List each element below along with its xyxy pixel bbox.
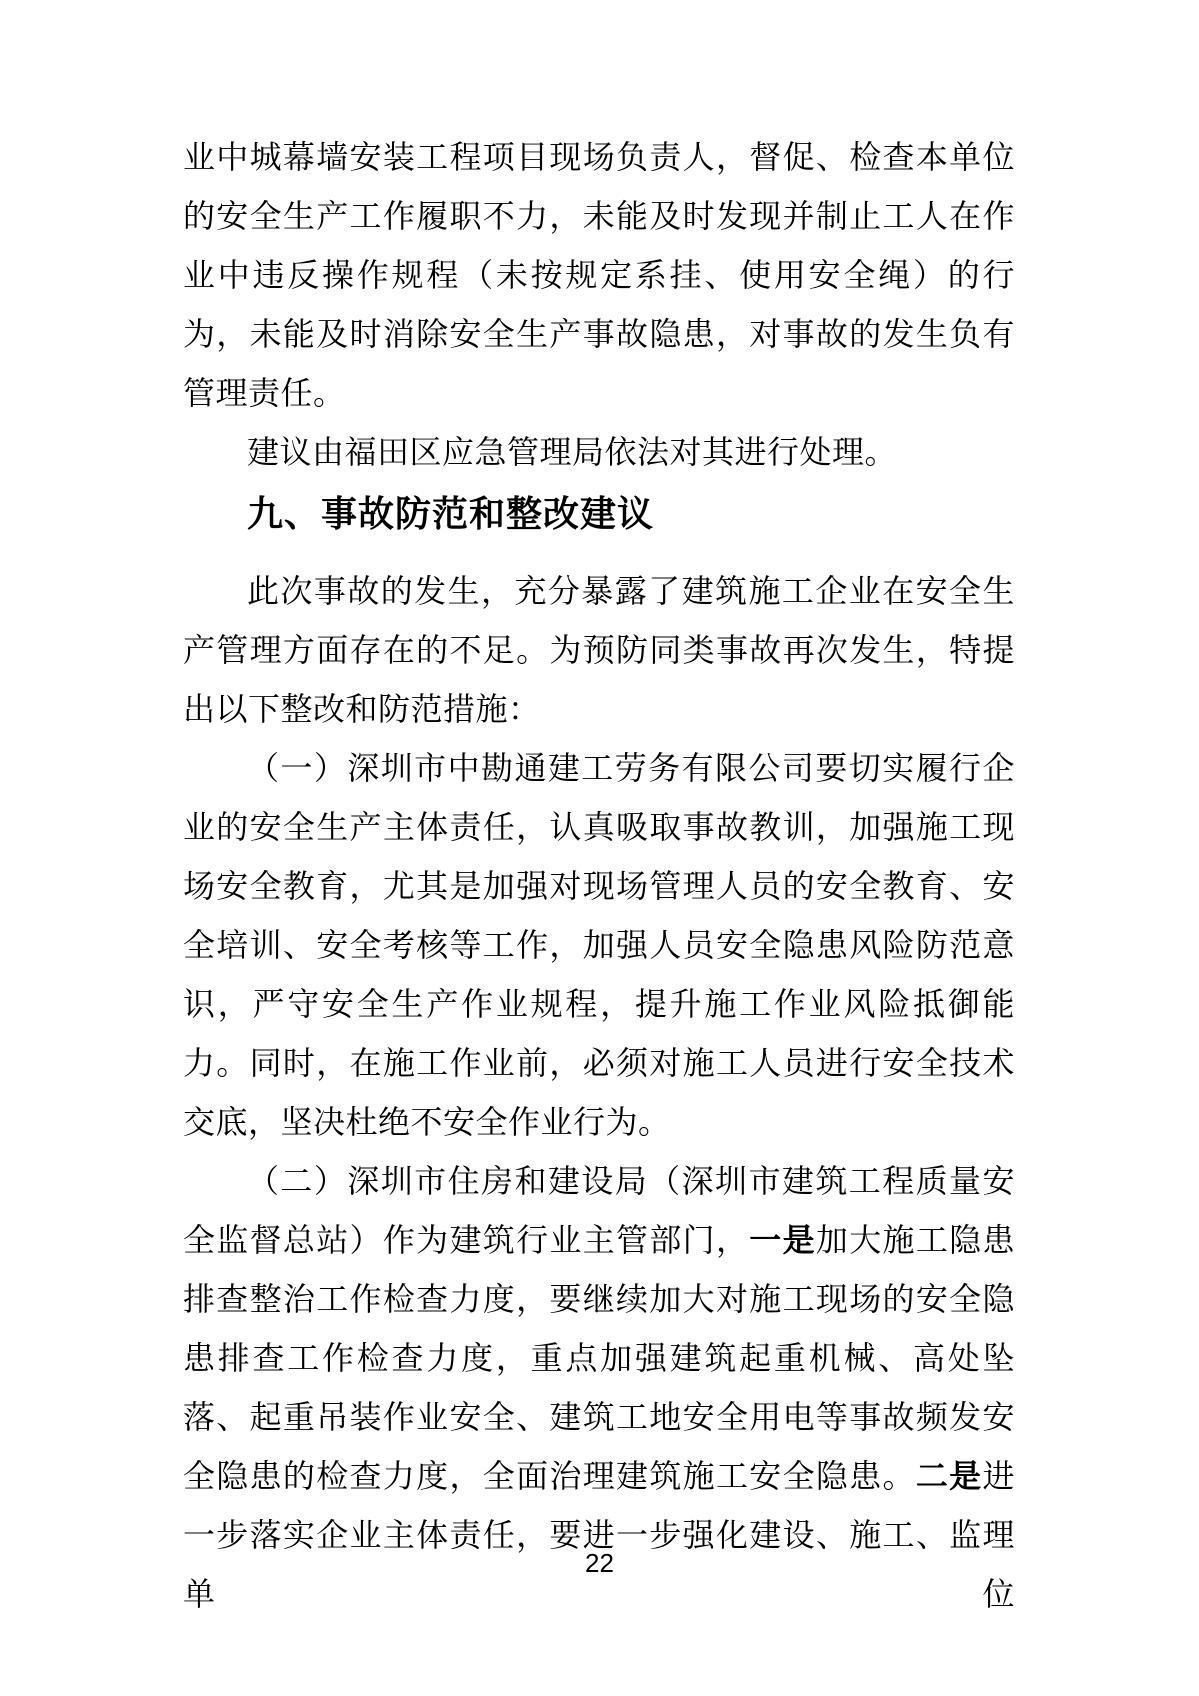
document-body bbox=[183, 128, 1015, 1624]
paragraph bbox=[183, 562, 1015, 739]
body-text: 业中城幕墙安装工程项目现场负责人，督促、检查本单位的安全生产工作履职不力，未能及时发现并制止工人在作业中违反操作规程（未按规定系挂、使用安全绳）的行为，未能及时消除安全生产事故隐患，对事故的发生负有管理责任。 bbox=[183, 139, 1015, 411]
bold-emphasis-text: 二是 bbox=[915, 1458, 983, 1494]
page-number: 22 bbox=[585, 1548, 614, 1578]
paragraph bbox=[183, 739, 1015, 1152]
body-text: （一）深圳市中勘通建工劳务有限公司要切实履行企业的安全生产主体责任，认真吸取事故教训，加强施工现场安全教育，尤其是加强对现场管理人员的安全教育、安全培训、安全考核等工作，加强人员安全隐患风险防范意识，严守安全生产作业规程，提升施工作业风险抵御能力。同时，在施工作业前，必须对施工人员进行安全技术交底，坚决杜绝不安全作业行为。 bbox=[183, 750, 1015, 1140]
body-text: 九、事故防范和整改建议 bbox=[247, 493, 655, 534]
body-text: 加大施工隐患排查整治工作检查力度，要继续加大对施工现场的安全隐患排查工作检查力度，重点加强建筑起重机械、高处坠落、起重吊装作业安全、建筑工地安全用电等事故频发安全隐患的检查力度，全面治理建筑施工安全隐患。 bbox=[183, 1222, 1015, 1494]
body-text: （二）深圳市住房和建设局（深圳市建筑工程质量安全监督总站）作为建筑行业主管部门， bbox=[183, 1163, 1015, 1258]
section-heading bbox=[183, 482, 1015, 546]
body-text: 进一步落实企业主体责任，要进一步强化建设、施工、监理单位 bbox=[183, 1458, 1015, 1612]
bold-emphasis-text: 一是 bbox=[749, 1222, 816, 1258]
paragraph bbox=[183, 423, 1015, 482]
body-text: 此次事故的发生，充分暴露了建筑施工企业在安全生产管理方面存在的不足。为预防同类事故再次发生，特提出以下整改和防范措施： bbox=[183, 573, 1015, 727]
body-text: 建议由福田区应急管理局依法对其进行处理。 bbox=[247, 434, 898, 470]
paragraph bbox=[183, 128, 1015, 423]
